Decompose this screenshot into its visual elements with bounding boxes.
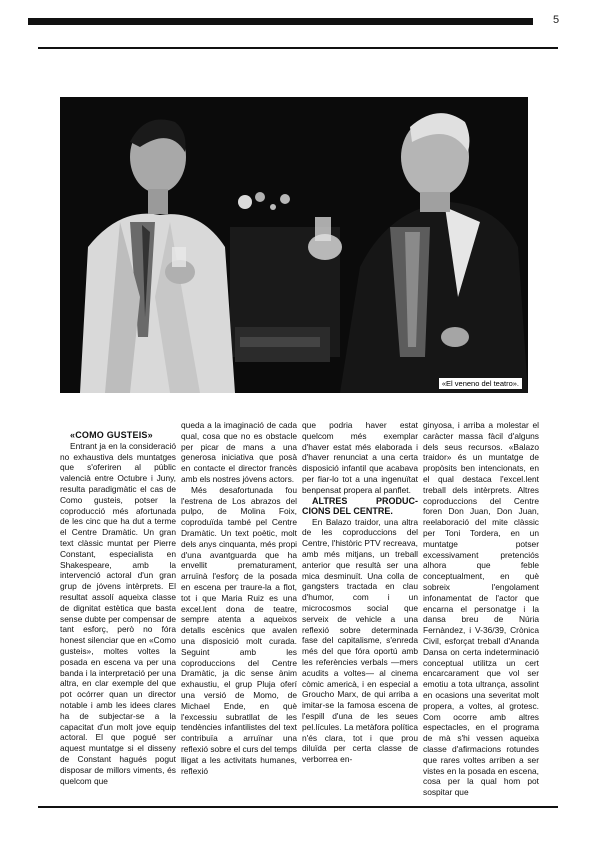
paragraph: ginyosa, i arriba a molestar el caràcter massa fàcil d'alguns dels seus recursos. «Balazo traidor» és un muntatge de propòsits ben intencionats, en el qual destaca l'excel.lent treball dels intèrprets. Altres coproduccions del Centre foren Don Juan, Don Juan, reelaboració del mite clàssic per Toni Tordera, en un muntatge potser excessivament pretenciós alhora que feble conceptualment, en què sobreix l'engolament infonamentat de l'actor que encarna el personatge i la dansa breu de Núria Fernàndez, i V-36/39, Crònica Civil, esforçat treball d'Ananda Dansa on certa indeterminació conceptual utilitza un cert encarcarament que vol ser emotiu a tota ultrança, assolint en ocasions una severitat molt propera, a voltes, al grotesc. Com ocorre amb altres espectacles, en el programa de mà s'hi vessen aqueixa classe d'afirmacions rotundes que rares voltes arriben a ser vistes en la posada en escena, cosa per la qual hom pot sospitar que — [423, 420, 539, 798]
page-number: 5 — [553, 14, 560, 26]
paragraph: Entrant ja en la consideració no exhaustiva dels muntatges que s'oferiren al públic valencià entre Octubre i Juny, resulta paradigmàtic el cas de Como gusteis, potser la coproducció més afortunada de les cinc que ha dut a terme el Centre Dramàtic. Un gran text clàssic muntat per Pierre Constant, especialista en Shakespeare, amb la intervenció actoral d'un gran grup de jóvens intèrprets. El resultat assolí aqueixa classe de dignitat estètica que basta sense dubte per compensar de tant esforç, però no fóra honest silenciar que en «Como gusteis», moltes voltes la posada en escena va per una banda i la interpretació per una altra, en clar exemple del que pot ocórrer quan un director notable i amb les idees clares ha de subjectar-se a la capacitat d'un molt jove equip actoral. El que pogué ser aquest muntatge si el disseny de Constant hagués pogut disposar de millors viments, és quelcom que — [60, 440, 176, 786]
text-column-1 — [60, 430, 176, 786]
photo-illustration — [60, 97, 528, 393]
paragraph: En Balazo traidor, una altra de les coproduccions del Centre, l'històric PTV recreava, amb més mitjans, un treball anterior que resultà ser una mica desminuït. Una colla de gangsters tractada en clau d'humor, com i un microcosmos social que serveix de vehicle a una reflexió sobre determinada fase del capitalisme, s'enreda més del que fóra oportú amb les referències verbals —mers acudits a voltes— al cinema còmic americà, i en especial a Groucho Marx, de qui arriba a imitar-se la famosa escena de l'espill d'una de les seues pel.lícules. La metàfora política n'és clara, tot i que prou diluïda per certa classe de verborrea en- — [302, 516, 418, 765]
paragraph: Més desafortunada fou l'estrena de Los abrazos del pulpo, de Molina Foix, coproduïda també pel Centre Dramàtic. Un text poètic, molt dels anys cinquanta, més propi d'una avantguarda que ha envellit prematurament, arruïnà l'esforç de la posada en escena per traure-la a flot, tot i que Maria Ruiz es una excel.lent dona de teatre, sempre atenta a aqueixos detalls escènics que avalen una disposició molt curada. Seguint amb les coproduccions del Centre Dramàtic, ja dic sense ànim exhaustiu, el grup Pluja oferí una versió de Momo, de Michael Ende, en què l'excessiu subratllat de les tendències infantilistes del text contribuïa a arruïnar una reflexió sobre el curs del temps lligat a les activitats humanes, reflexió — [181, 484, 297, 776]
paragraph: que podria haver estat quelcom més exemplar d'haver estat més elaborada i d'haver renunciat a una certa disposició infantil que acabava per fiar-lo tot a una ingenuïtat benpensat propera al panflet. — [302, 420, 418, 495]
text-column-3 — [302, 420, 418, 765]
frame-top-line — [38, 47, 558, 49]
frame-bottom-line — [38, 806, 558, 808]
theatre-photo — [60, 97, 528, 393]
photo-caption: «El veneno del teatro». — [439, 378, 522, 389]
paragraph: queda a la imaginació de cada qual, cosa que no es obstacle per picar de mans a una generosa iniciativa que posà en contacte el director francès amb els nostres jóvens actors. — [181, 420, 297, 484]
text-column-2 — [181, 420, 297, 776]
section-title-como-gusteis: «COMO GUSTEIS» — [70, 430, 153, 440]
text-column-4 — [423, 420, 539, 798]
top-rule — [28, 18, 533, 25]
section-title-altres-produccions: ALTRES PRODUC-CIONS DEL CENTRE. — [302, 495, 418, 517]
